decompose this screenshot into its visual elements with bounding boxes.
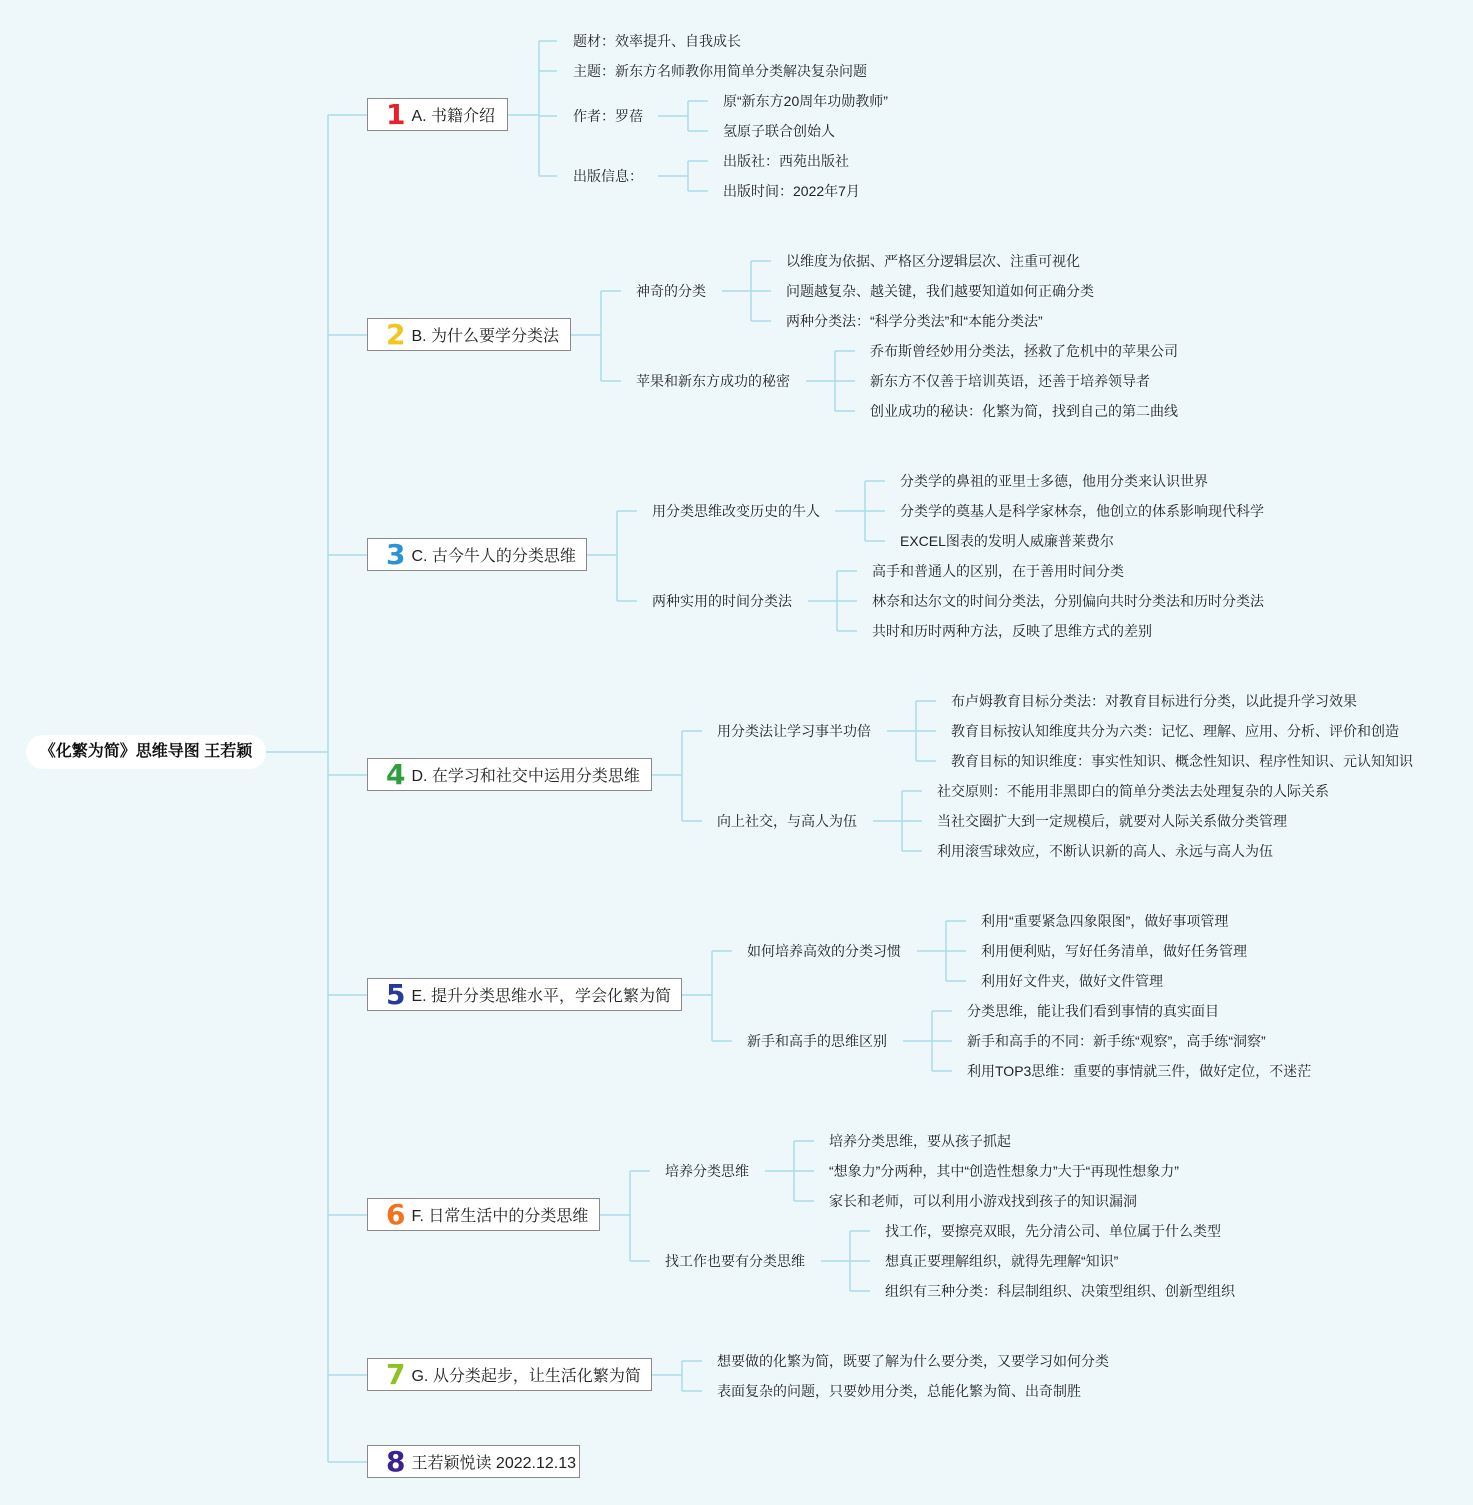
branch-label: F. 日常生活中的分类思维 [411, 1208, 589, 1225]
subtopic-node[interactable]: 出版时间：2022年7月 [723, 183, 860, 199]
branch-number: 1 [386, 97, 406, 131]
subtopic-node[interactable]: 组织有三种分类：科层制组织、决策型组织、创新型组织 [885, 1283, 1235, 1299]
branch-number: 4 [386, 757, 406, 791]
subtopic-node[interactable]: 想真正要理解组织，就得先理解“知识” [885, 1253, 1119, 1269]
branch-label: B. 为什么要学分类法 [411, 328, 560, 345]
subtopic-node[interactable]: EXCEL图表的发明人威廉普莱费尔 [900, 533, 1114, 549]
branch-number: 8 [386, 1444, 406, 1478]
subtopic-node[interactable]: 家长和老师，可以利用小游戏找到孩子的知识漏洞 [829, 1193, 1137, 1209]
branch-node[interactable] [367, 318, 571, 351]
topic-node[interactable]: 两种实用的时间分类法 [652, 593, 792, 609]
branch-label: D. 在学习和社交中运用分类思维 [411, 768, 640, 785]
branch-node[interactable] [367, 98, 508, 131]
subtopic-node[interactable]: 新东方不仅善于培训英语，还善于培养领导者 [870, 373, 1150, 389]
subtopic-node[interactable]: 乔布斯曾经妙用分类法，拯救了危机中的苹果公司 [870, 343, 1178, 359]
branch-label: 王若颖悦读 2022.12.13 [411, 1455, 577, 1472]
topic-node[interactable]: 新手和高手的思维区别 [747, 1033, 887, 1049]
branch-label: C. 古今牛人的分类思维 [411, 548, 576, 565]
subtopic-node[interactable]: 分类学的鼻祖的亚里士多德，他用分类来认识世界 [900, 473, 1208, 489]
topic-node[interactable]: 主题：新东方名师教你用简单分类解决复杂问题 [573, 63, 867, 79]
subtopic-node[interactable]: 教育目标按认知维度共分为六类：记忆、理解、应用、分析、评价和创造 [951, 723, 1399, 739]
branch-number: 5 [386, 977, 406, 1011]
branch-node[interactable] [367, 758, 652, 791]
topic-node[interactable]: 苹果和新东方成功的秘密 [636, 373, 790, 389]
branch-number: 2 [386, 317, 406, 351]
subtopic-node[interactable]: 原“新东方20周年功勋教师” [723, 93, 888, 109]
subtopic-node[interactable]: 创业成功的秘诀：化繁为简，找到自己的第二曲线 [870, 403, 1178, 419]
subtopic-node[interactable]: 布卢姆教育目标分类法：对教育目标进行分类，以此提升学习效果 [951, 693, 1357, 709]
branch-number: 6 [386, 1197, 406, 1231]
topic-node[interactable]: 向上社交，与高人为伍 [717, 813, 857, 829]
subtopic-node[interactable]: 培养分类思维，要从孩子抓起 [829, 1133, 1011, 1149]
subtopic-node[interactable]: 出版社：西苑出版社 [723, 153, 849, 169]
branch-node[interactable] [367, 538, 587, 571]
subtopic-node[interactable]: 找工作，要擦亮双眼，先分清公司、单位属于什么类型 [885, 1223, 1221, 1239]
branch-label: G. 从分类起步，让生活化繁为简 [411, 1368, 641, 1385]
subtopic-node[interactable]: 高手和普通人的区别，在于善用时间分类 [872, 563, 1124, 579]
subtopic-node[interactable]: 氢原子联合创始人 [723, 123, 835, 139]
branch-node[interactable] [367, 1198, 600, 1231]
topic-node[interactable]: 用分类思维改变历史的牛人 [652, 503, 820, 519]
topic-node[interactable]: 找工作也要有分类思维 [665, 1253, 805, 1269]
topic-node[interactable]: 出版信息： [573, 168, 643, 184]
topic-node[interactable]: 作者：罗蓓 [573, 108, 643, 124]
branch-node[interactable] [367, 1445, 580, 1478]
branch-label: A. 书籍介绍 [411, 108, 496, 125]
subtopic-node[interactable]: 利用好文件夹，做好文件管理 [981, 973, 1163, 989]
branch-label: E. 提升分类思维水平，学会化繁为简 [411, 988, 672, 1005]
subtopic-node[interactable]: 教育目标的知识维度：事实性知识、概念性知识、程序性知识、元认知知识 [951, 753, 1413, 769]
subtopic-node[interactable]: 利用滚雪球效应，不断认识新的高人、永远与高人为伍 [937, 843, 1273, 859]
subtopic-node[interactable]: 两种分类法：“科学分类法”和“本能分类法” [786, 313, 1043, 329]
subtopic-node[interactable]: 分类学的奠基人是科学家林奈，他创立的体系影响现代科学 [900, 503, 1264, 519]
subtopic-node[interactable]: 分类思维，能让我们看到事情的真实面目 [967, 1003, 1219, 1019]
topic-node[interactable]: 培养分类思维 [665, 1163, 749, 1179]
subtopic-node[interactable]: 社交原则：不能用非黑即白的简单分类法去处理复杂的人际关系 [937, 783, 1329, 799]
topic-node[interactable]: 题材：效率提升、自我成长 [573, 33, 741, 49]
root-node[interactable]: 《化繁为简》思维导图 王若颖 [26, 735, 266, 769]
subtopic-node[interactable]: 利用TOP3思维：重要的事情就三件，做好定位，不迷茫 [967, 1063, 1312, 1079]
branch-node[interactable] [367, 978, 682, 1011]
topic-node[interactable]: 表面复杂的问题，只要妙用分类，总能化繁为简、出奇制胜 [717, 1383, 1081, 1399]
topic-node[interactable]: 想要做的化繁为简，既要了解为什么要分类，又要学习如何分类 [717, 1353, 1109, 1369]
branch-node[interactable] [367, 1358, 652, 1391]
branch-number: 3 [386, 537, 406, 571]
subtopic-node[interactable]: 当社交圈扩大到一定规模后，就要对人际关系做分类管理 [937, 813, 1287, 829]
subtopic-node[interactable]: 新手和高手的不同：新手练“观察”，高手练“洞察” [967, 1033, 1266, 1049]
subtopic-node[interactable]: 林奈和达尔文的时间分类法，分别偏向共时分类法和历时分类法 [872, 593, 1264, 609]
topic-node[interactable]: 用分类法让学习事半功倍 [717, 723, 871, 739]
subtopic-node[interactable]: 共时和历时两种方法，反映了思维方式的差别 [872, 623, 1152, 639]
subtopic-node[interactable]: 以维度为依据、严格区分逻辑层次、注重可视化 [786, 253, 1080, 269]
subtopic-node[interactable]: 利用便利贴，写好任务清单，做好任务管理 [981, 943, 1247, 959]
subtopic-node[interactable]: 问题越复杂、越关键，我们越要知道如何正确分类 [786, 283, 1094, 299]
topic-node[interactable]: 神奇的分类 [636, 283, 706, 299]
subtopic-node[interactable]: 利用“重要紧急四象限图”，做好事项管理 [981, 913, 1229, 929]
subtopic-node[interactable]: “想象力”分两种，其中“创造性想象力”大于“再现性想象力” [829, 1163, 1179, 1179]
branch-number: 7 [386, 1357, 406, 1391]
topic-node[interactable]: 如何培养高效的分类习惯 [747, 943, 901, 959]
